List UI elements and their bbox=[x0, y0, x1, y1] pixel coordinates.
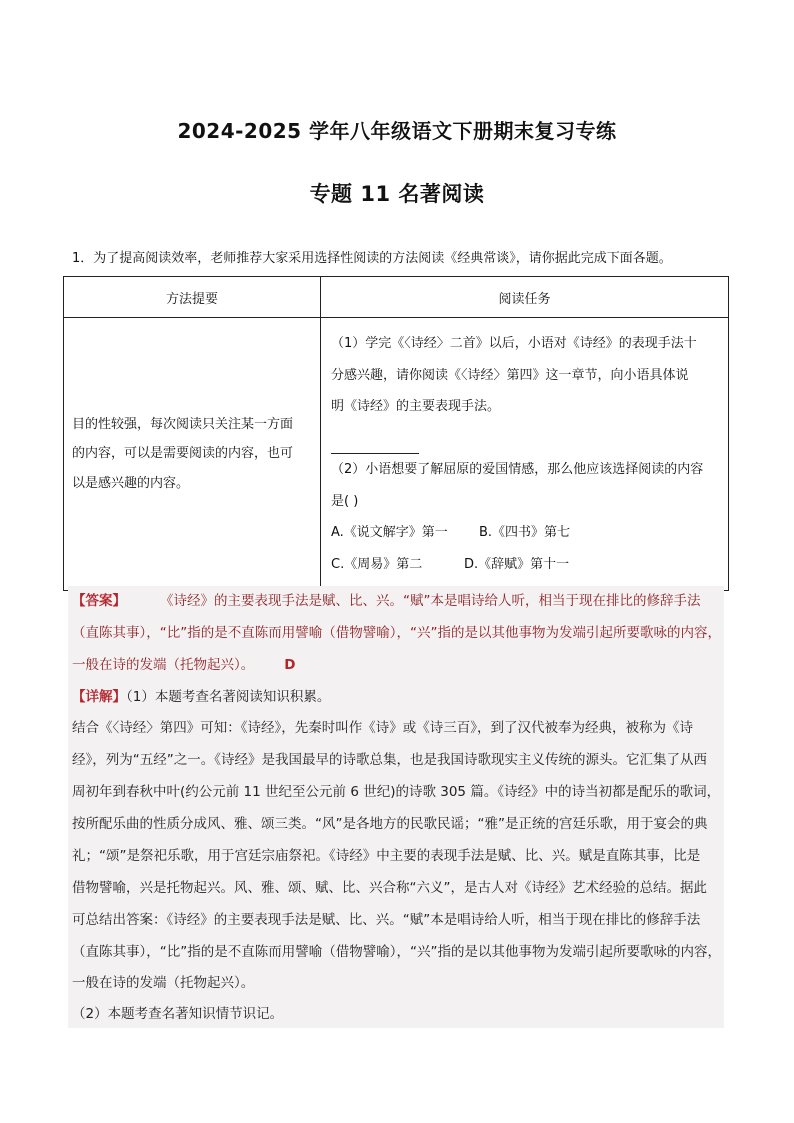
task-cell bbox=[321, 318, 729, 591]
detail-line: 一般在诗的发端（托物起兴）。 bbox=[72, 975, 255, 991]
answer-explanation-block bbox=[68, 586, 724, 1028]
option-d[interactable]: D.《辞赋》第十一 bbox=[464, 556, 570, 572]
method-cell bbox=[64, 318, 321, 591]
detail-line: 结合《〈诗经〉第四》可知：《诗经》，先秦时叫作《诗》或《诗三百》，到了汉代被奉为经典，被称为《诗 bbox=[72, 720, 693, 736]
detail-label: 【详解】 bbox=[72, 689, 126, 705]
method-line: 的内容，可以是需要阅读的内容，也可 bbox=[72, 446, 294, 462]
document-title: 2024-2025 学年八年级语文下册期末复习专练 bbox=[177, 119, 617, 143]
option-c[interactable]: C.《周易》第二 bbox=[331, 556, 423, 572]
answer-text: 《诗经》的主要表现手法是赋、比、兴。“赋”本是唱诗给人听，相当于现在排比的修辞手法 bbox=[160, 593, 701, 609]
detail-line: 可总结出答案：《诗经》的主要表现手法是赋、比、兴。“赋”本是唱诗给人听，相当于现在排比的修辞手法 bbox=[72, 912, 701, 928]
answer-text: 一般在诗的发端（托物起兴）。 bbox=[72, 657, 255, 673]
detail-line: （直陈其事），“比”指的是不直陈而用譬喻（借物譬喻），“兴”指的是以其他事物为发端引起所要歌咏的内容， bbox=[72, 944, 721, 960]
task2-line: 是( ) bbox=[331, 493, 359, 509]
detail-line bbox=[72, 688, 734, 706]
table-header-task: 阅读任务 bbox=[321, 277, 729, 318]
method-line: 以是感兴趣的内容。 bbox=[72, 475, 190, 491]
table-header-row bbox=[64, 277, 729, 318]
question-table bbox=[63, 276, 729, 591]
task1-line: 明《诗经》的主要表现手法。 bbox=[331, 399, 501, 414]
detail-line: 借物譬喻，兴是托物起兴。风、雅、颂、赋、比、兴合称“六义”，是古人对《诗经》艺术经验的总结。据此 bbox=[72, 880, 707, 896]
task2-line: （2）小语想要了解屈原的爱国情感，那么他应该选择阅读的内容 bbox=[331, 462, 704, 477]
answer-line: （直陈其事），“比”指的是不直陈而用譬喻（借物譬喻），“兴”指的是以其他事物为发端引起所要歌咏的内容， bbox=[72, 625, 721, 641]
table-row bbox=[64, 318, 729, 591]
detail-text: （1）本题考查名著阅读知识积累。 bbox=[126, 689, 331, 705]
answer-blank[interactable] bbox=[331, 435, 419, 454]
task1-line: 分感兴趣，请你阅读《〈诗经〉第四》这一章节，向小语具体说 bbox=[331, 367, 689, 383]
option-row bbox=[331, 517, 720, 549]
answer-line bbox=[72, 656, 734, 674]
answer-choice: D bbox=[284, 657, 296, 673]
task1-line: （1）学完《〈诗经〉二首》以后，小语对《诗经》的表现手法十 bbox=[331, 336, 697, 351]
answer-line bbox=[72, 592, 734, 610]
answer-label: 【答案】 bbox=[72, 593, 126, 609]
option-a[interactable]: A.《说文解字》第一 bbox=[331, 525, 448, 540]
detail-line: 礼；“颂”是祭祀乐歌，用于宫廷宗庙祭祀。《诗经》中主要的表现手法是赋、比、兴。赋是直陈其事，比是 bbox=[72, 848, 701, 864]
option-b[interactable]: B.《四书》第七 bbox=[479, 525, 571, 540]
detail-line: （2）本题考查名著知识情节识记。 bbox=[72, 1006, 284, 1022]
detail-line: 按所配乐曲的性质分成风、雅、颂三类。“风”是各地方的民歌民谣；“雅”是正统的宫廷乐歌，用于宴会的典 bbox=[72, 816, 708, 832]
method-line: 目的性较强，每次阅读只关注某一方面 bbox=[72, 416, 294, 432]
table-header-method: 方法提要 bbox=[64, 277, 321, 318]
document-subtitle: 专题 11 名著阅读 bbox=[309, 182, 485, 206]
detail-line: 周初年到春秋中叶(约公元前 11 世纪至公元前 6 世纪)的诗歌 305 篇。《诗经》中的诗当初都是配乐的歌词， bbox=[72, 784, 721, 800]
detail-line: 经》，列为“五经”之一。《诗经》是我国最早的诗歌总集，也是我国诗歌现实主义传统的源头。它汇集了从西 bbox=[72, 752, 707, 768]
option-row bbox=[331, 549, 720, 581]
question-stem: 1．为了提高阅读效率，老师推荐大家采用选择性阅读的方法阅读《经典常谈》，请你据此完成下面各题。 bbox=[72, 251, 672, 266]
